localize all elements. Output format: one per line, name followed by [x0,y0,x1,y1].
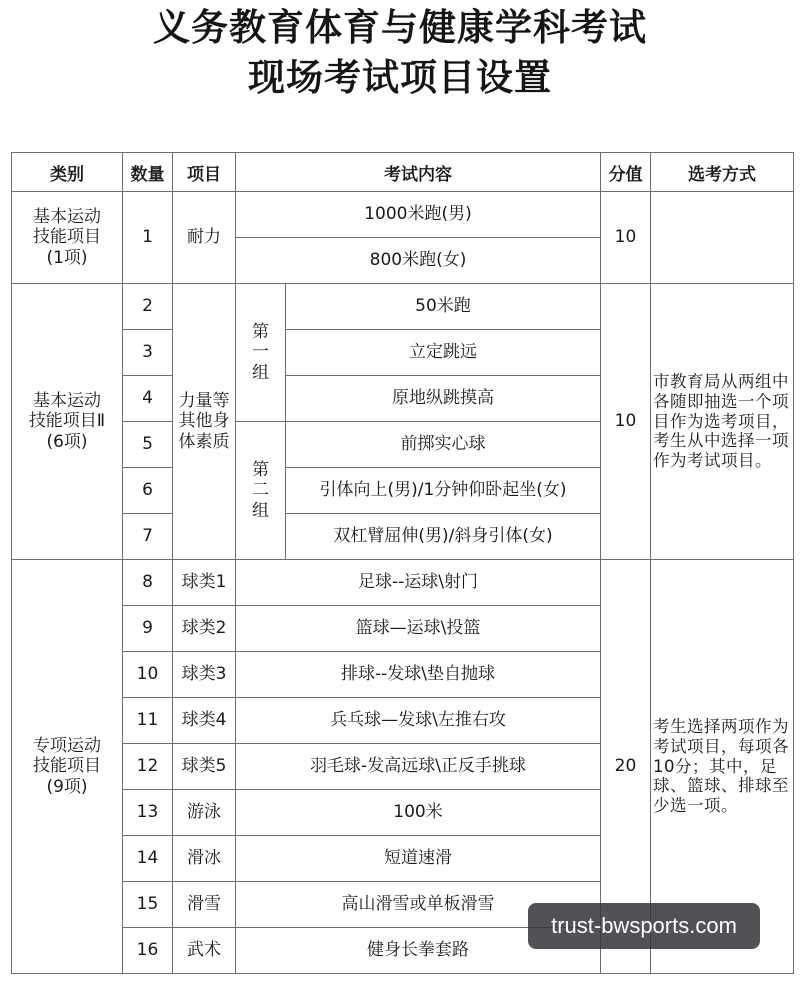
table-header-row [12,153,794,192]
item-cell: 球类1 [173,560,236,606]
header-score: 分值 [601,153,651,192]
content-cell: 排球--发球\垫自抛球 [236,652,601,698]
item-cell: 球类5 [173,744,236,790]
item-cell: 游泳 [173,790,236,836]
content-cell: 100米 [236,790,601,836]
content-cell: 引体向上(男)/1分钟仰卧起坐(女) [286,468,601,514]
item-cell: 球类4 [173,698,236,744]
content-cell: 原地纵跳摸高 [286,376,601,422]
item-cell: 武术 [173,928,236,974]
number-cell: 16 [123,928,173,974]
table-row [12,284,794,330]
number-cell: 2 [123,284,173,330]
table-row [12,192,794,238]
content-cell: 兵乓球—发球\左推右攻 [236,698,601,744]
group-label-cell: 第 一 组 [236,284,286,422]
document-title-line1: 义务教育体育与健康学科考试 [153,6,647,49]
header-method: 选考方式 [651,153,794,192]
header-item: 项目 [173,153,236,192]
header-count: 数量 [123,153,173,192]
number-cell: 3 [123,330,173,376]
number-cell: 14 [123,836,173,882]
content-cell: 1000米跑(男) [236,192,601,238]
category-cell: 基本运动 技能项目Ⅱ (6项) [12,284,123,560]
content-cell: 足球--运球\射门 [236,560,601,606]
group-label-cell: 第 二 组 [236,422,286,560]
number-cell: 1 [123,192,173,284]
number-cell: 11 [123,698,173,744]
watermark-badge: trust-bwsports.com [528,903,760,949]
category-cell: 专项运动 技能项目 (9项) [12,560,123,974]
number-cell: 7 [123,514,173,560]
content-cell: 高山滑雪或单板滑雪 [236,882,601,928]
category-cell: 基本运动 技能项目 (1项) [12,192,123,284]
number-cell: 4 [123,376,173,422]
content-cell: 双杠臂屈伸(男)/斜身引体(女) [286,514,601,560]
score-cell: 10 [601,192,651,284]
exam-items-table [11,152,794,974]
number-cell: 10 [123,652,173,698]
method-cell: 考生选择两项作为考试项目，每项各10分；其中，足球、篮球、排球至少选一项。 [651,560,794,974]
item-cell: 滑冰 [173,836,236,882]
content-cell: 羽毛球-发高远球\正反手挑球 [236,744,601,790]
item-cell: 球类2 [173,606,236,652]
content-cell: 50米跑 [286,284,601,330]
item-cell: 滑雪 [173,882,236,928]
content-cell: 800米跑(女) [236,238,601,284]
number-cell: 9 [123,606,173,652]
item-cell: 力量等 其他身 体素质 [173,284,236,560]
content-cell: 短道速滑 [236,836,601,882]
content-cell: 前掷实心球 [286,422,601,468]
number-cell: 12 [123,744,173,790]
content-cell: 立定跳远 [286,330,601,376]
header-content: 考试内容 [236,153,601,192]
header-category: 类别 [12,153,123,192]
number-cell: 5 [123,422,173,468]
item-cell: 耐力 [173,192,236,284]
method-cell: 市教育局从两组中各随即抽选一个项目作为选考项目，考生从中选择一项作为考试项目。 [651,284,794,560]
number-cell: 15 [123,882,173,928]
item-cell: 球类3 [173,652,236,698]
number-cell: 8 [123,560,173,606]
content-cell: 篮球—运球\投篮 [236,606,601,652]
table-row [12,560,794,606]
number-cell: 6 [123,468,173,514]
document-title-line2: 现场考试项目设置 [248,56,552,99]
number-cell: 13 [123,790,173,836]
content-cell: 健身长拳套路 [236,928,601,974]
score-cell: 10 [601,284,651,560]
score-cell: 20 [601,560,651,974]
method-cell [651,192,794,284]
